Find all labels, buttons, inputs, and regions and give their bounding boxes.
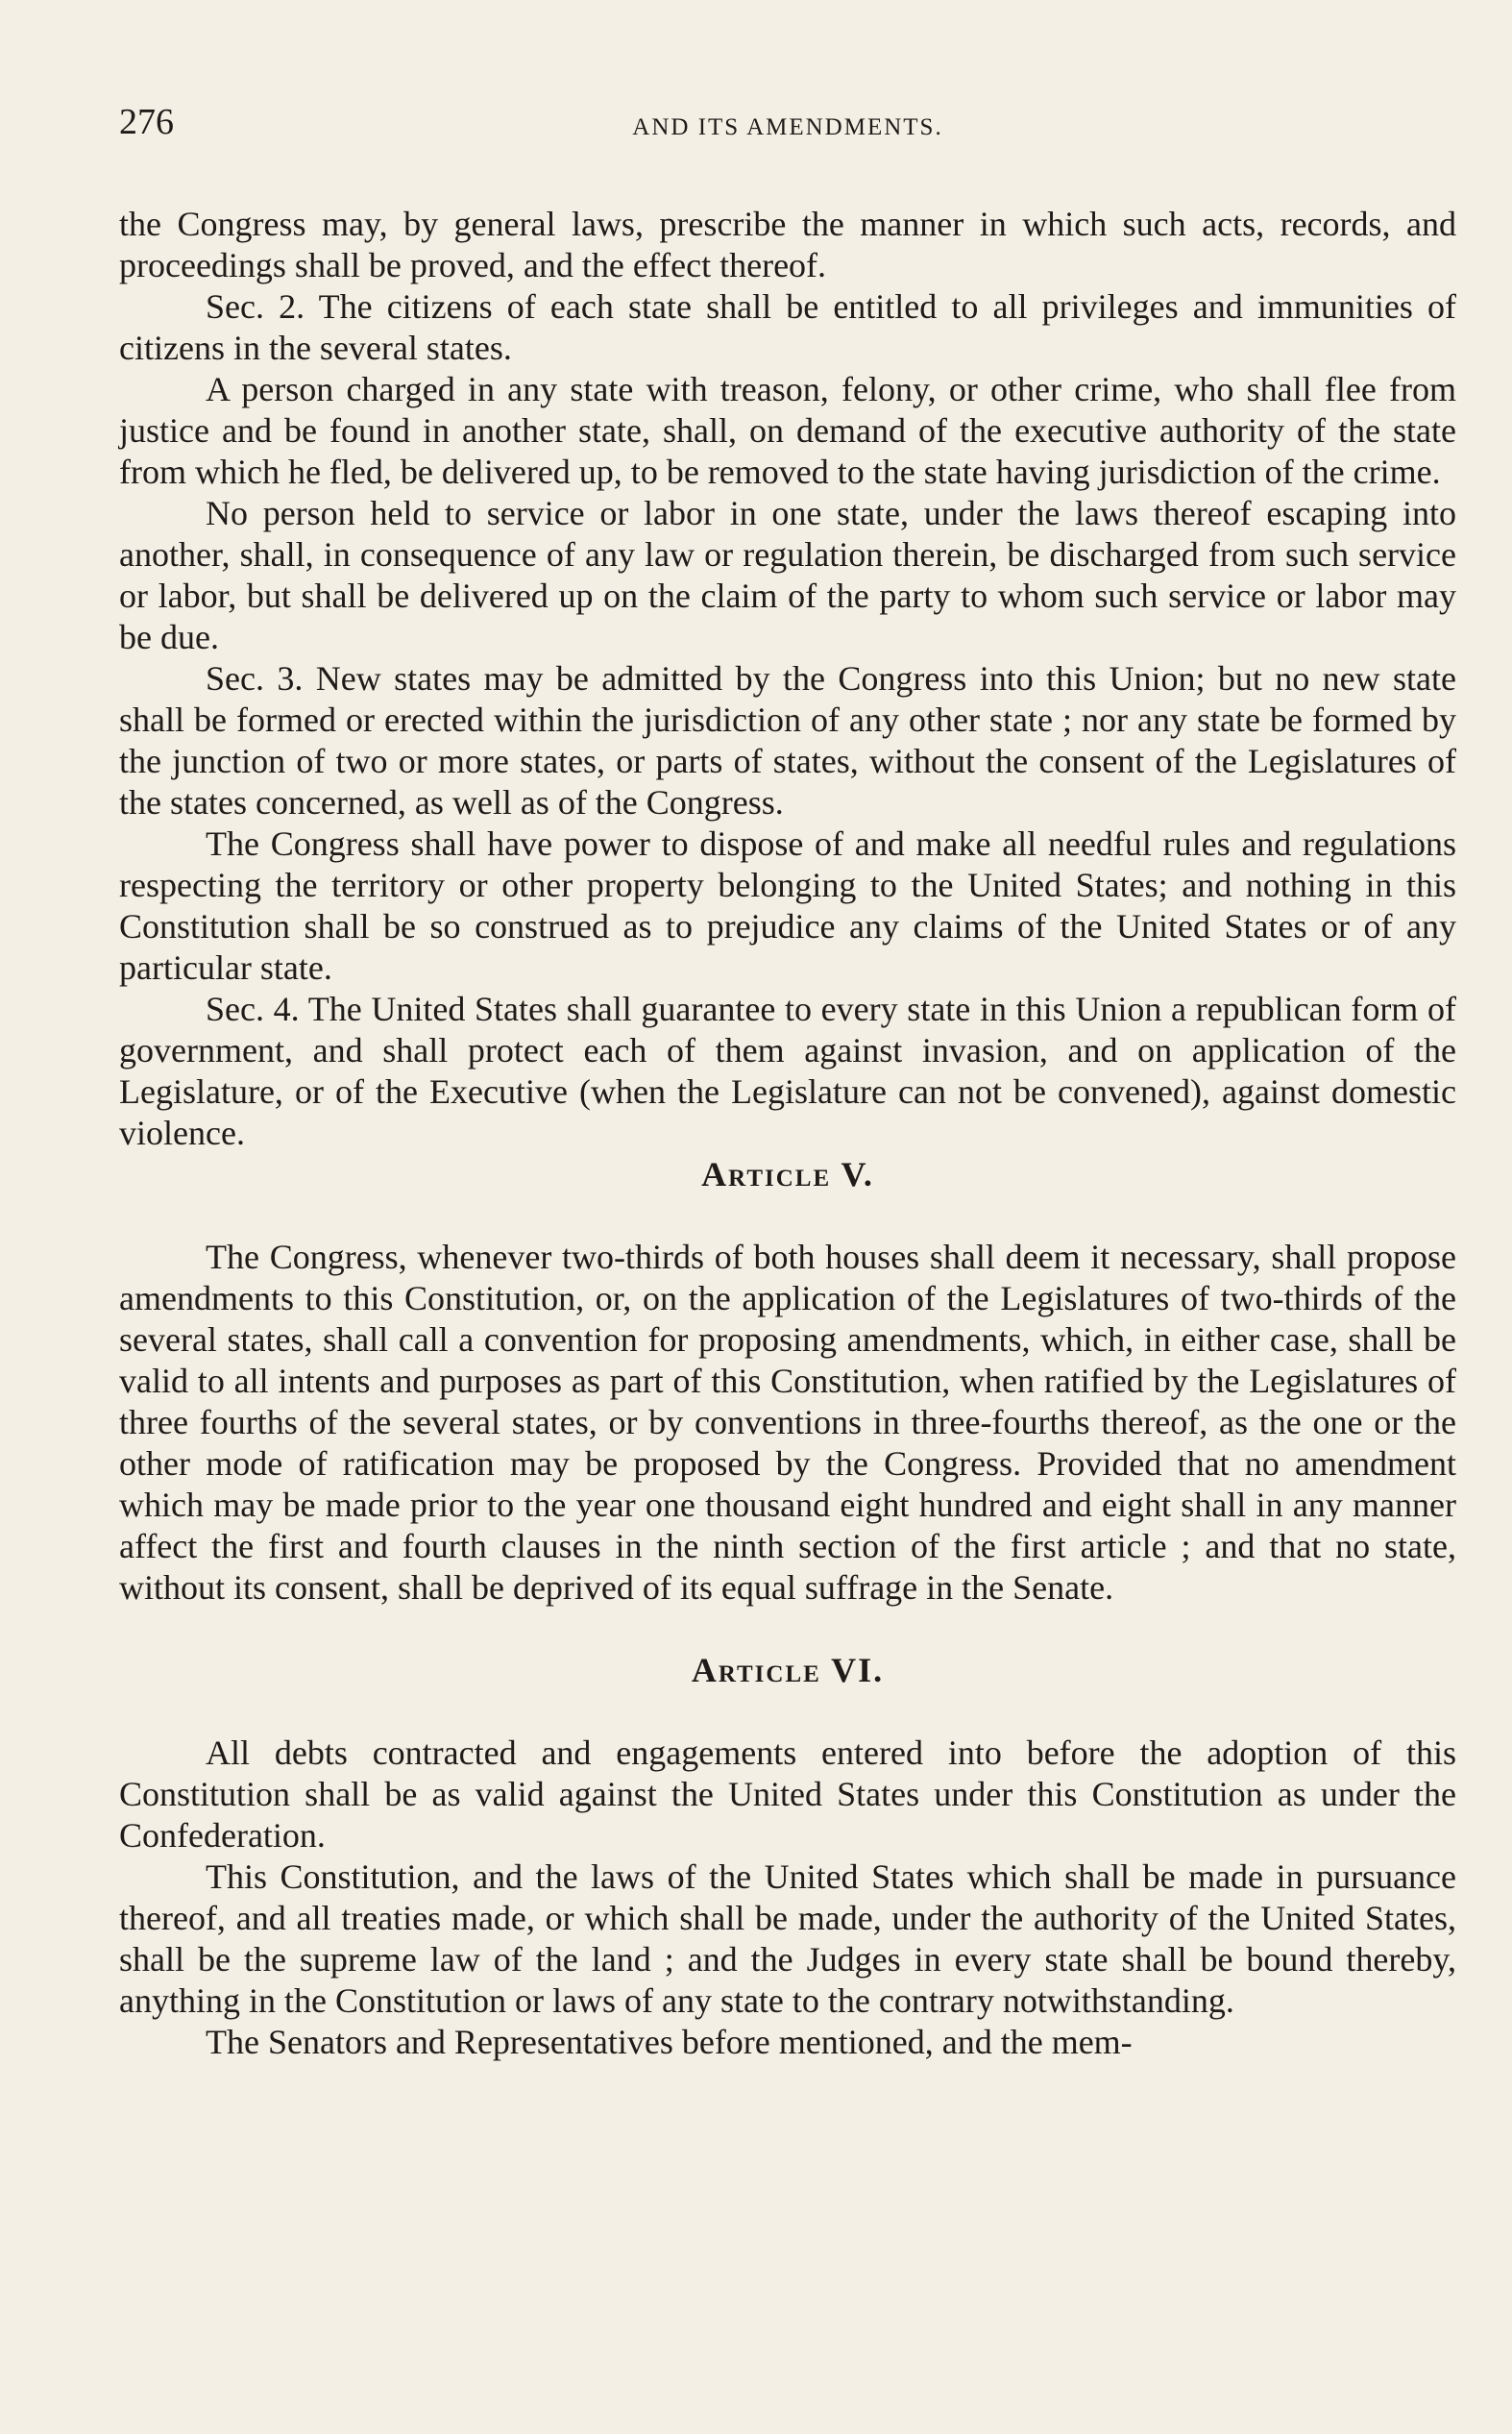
article-v-heading: Article V.	[701, 1155, 874, 1193]
body-text	[119, 204, 1456, 2063]
fugitive-crime-paragraph: A person charged in any state with treason, felony, or other crime, who shall flee from justice and be found in another state, shall, on demand of the executive authority of the state from which he fled, be delivered up, to be removed to the state having jurisdiction of the crime.	[119, 370, 1456, 491]
document-page	[119, 104, 1456, 2063]
section-2-paragraph: Sec. 2. The citizens of each state shall be entitled to all privileges and immunities of citizens in the several states.	[119, 287, 1456, 367]
section-3-paragraph: Sec. 3. New states may be admitted by the Congress into this Union; but no new state shall be formed or erected within the jurisdiction of any other state ; nor any state be formed by the junction of two or more states, or parts of states, without the consent of the Legislatures of the states concerned, as well as of the Congress.	[119, 659, 1456, 822]
territory-paragraph: The Congress shall have power to dispose of and make all needful rules and regulations respecting the territory or other property belonging to the United States; and nothing in this Constitution shall be so construed as to prejudice any claims of the United States or of any particular state.	[119, 824, 1456, 987]
article-vi-paragraph-3: The Senators and Representatives before mentioned, and the mem-	[206, 2023, 1133, 2061]
running-title: AND ITS AMENDMENTS.	[632, 114, 943, 140]
article-vi-heading: Article VI.	[691, 1651, 885, 1689]
page-number: 276	[119, 102, 174, 142]
section-4-paragraph: Sec. 4. The United States shall guarantee to every state in this Union a republican form of government, and shall protect each of them against invasion, and on application of the Legislature, or of the Executive (when the Legislature can not be convened), against domestic violence.	[119, 990, 1456, 1152]
service-labor-paragraph: No person held to service or labor in one state, under the laws thereof escaping into another, shall, in consequence of any law or regulation therein, be discharged from such service or labor, but shall be delivered up on the claim of the party to whom such service or labor may be due.	[119, 494, 1456, 656]
article-vi-paragraph-1: All debts contracted and engagements entered into before the adoption of this Constitution shall be as valid against the United States under this Constitution as under the Confederation.	[119, 1733, 1456, 1855]
running-head	[119, 104, 1456, 165]
article-v-paragraph: The Congress, whenever two-thirds of both houses shall deem it necessary, shall propose amendments to this Constitution, or, on the application of the Legislatures of two-thirds of the several states, shall call a convention for proposing amendments, which, in either case, shall be valid to all intents and purposes as part of this Constitution, when ratified by the Legislatures of three fourths of the several states, or by conventions in three-fourths thereof, as the one or the other mode of ratification may be proposed by the Congress. Provided that no amendment which may be made prior to the year one thousand eight hundred and eight shall in any manner affect the first and fourth clauses in the ninth section of the first article ; and that no state, without its consent, shall be deprived of its equal suffrage in the Senate.	[119, 1238, 1456, 1607]
article-vi-paragraph-2: This Constitution, and the laws of the United States which shall be made in pursuance thereof, and all treaties made, or which shall be made, under the authority of the United States, shall be the supreme law of the land ; and the Judges in every state shall be bound thereby, anything in the Constitution or laws of any state to the contrary notwithstanding.	[119, 1857, 1456, 2020]
continued-paragraph: the Congress may, by general laws, prescribe the manner in which such acts, records, and proceedings shall be proved, and the effect thereof.	[119, 205, 1456, 284]
